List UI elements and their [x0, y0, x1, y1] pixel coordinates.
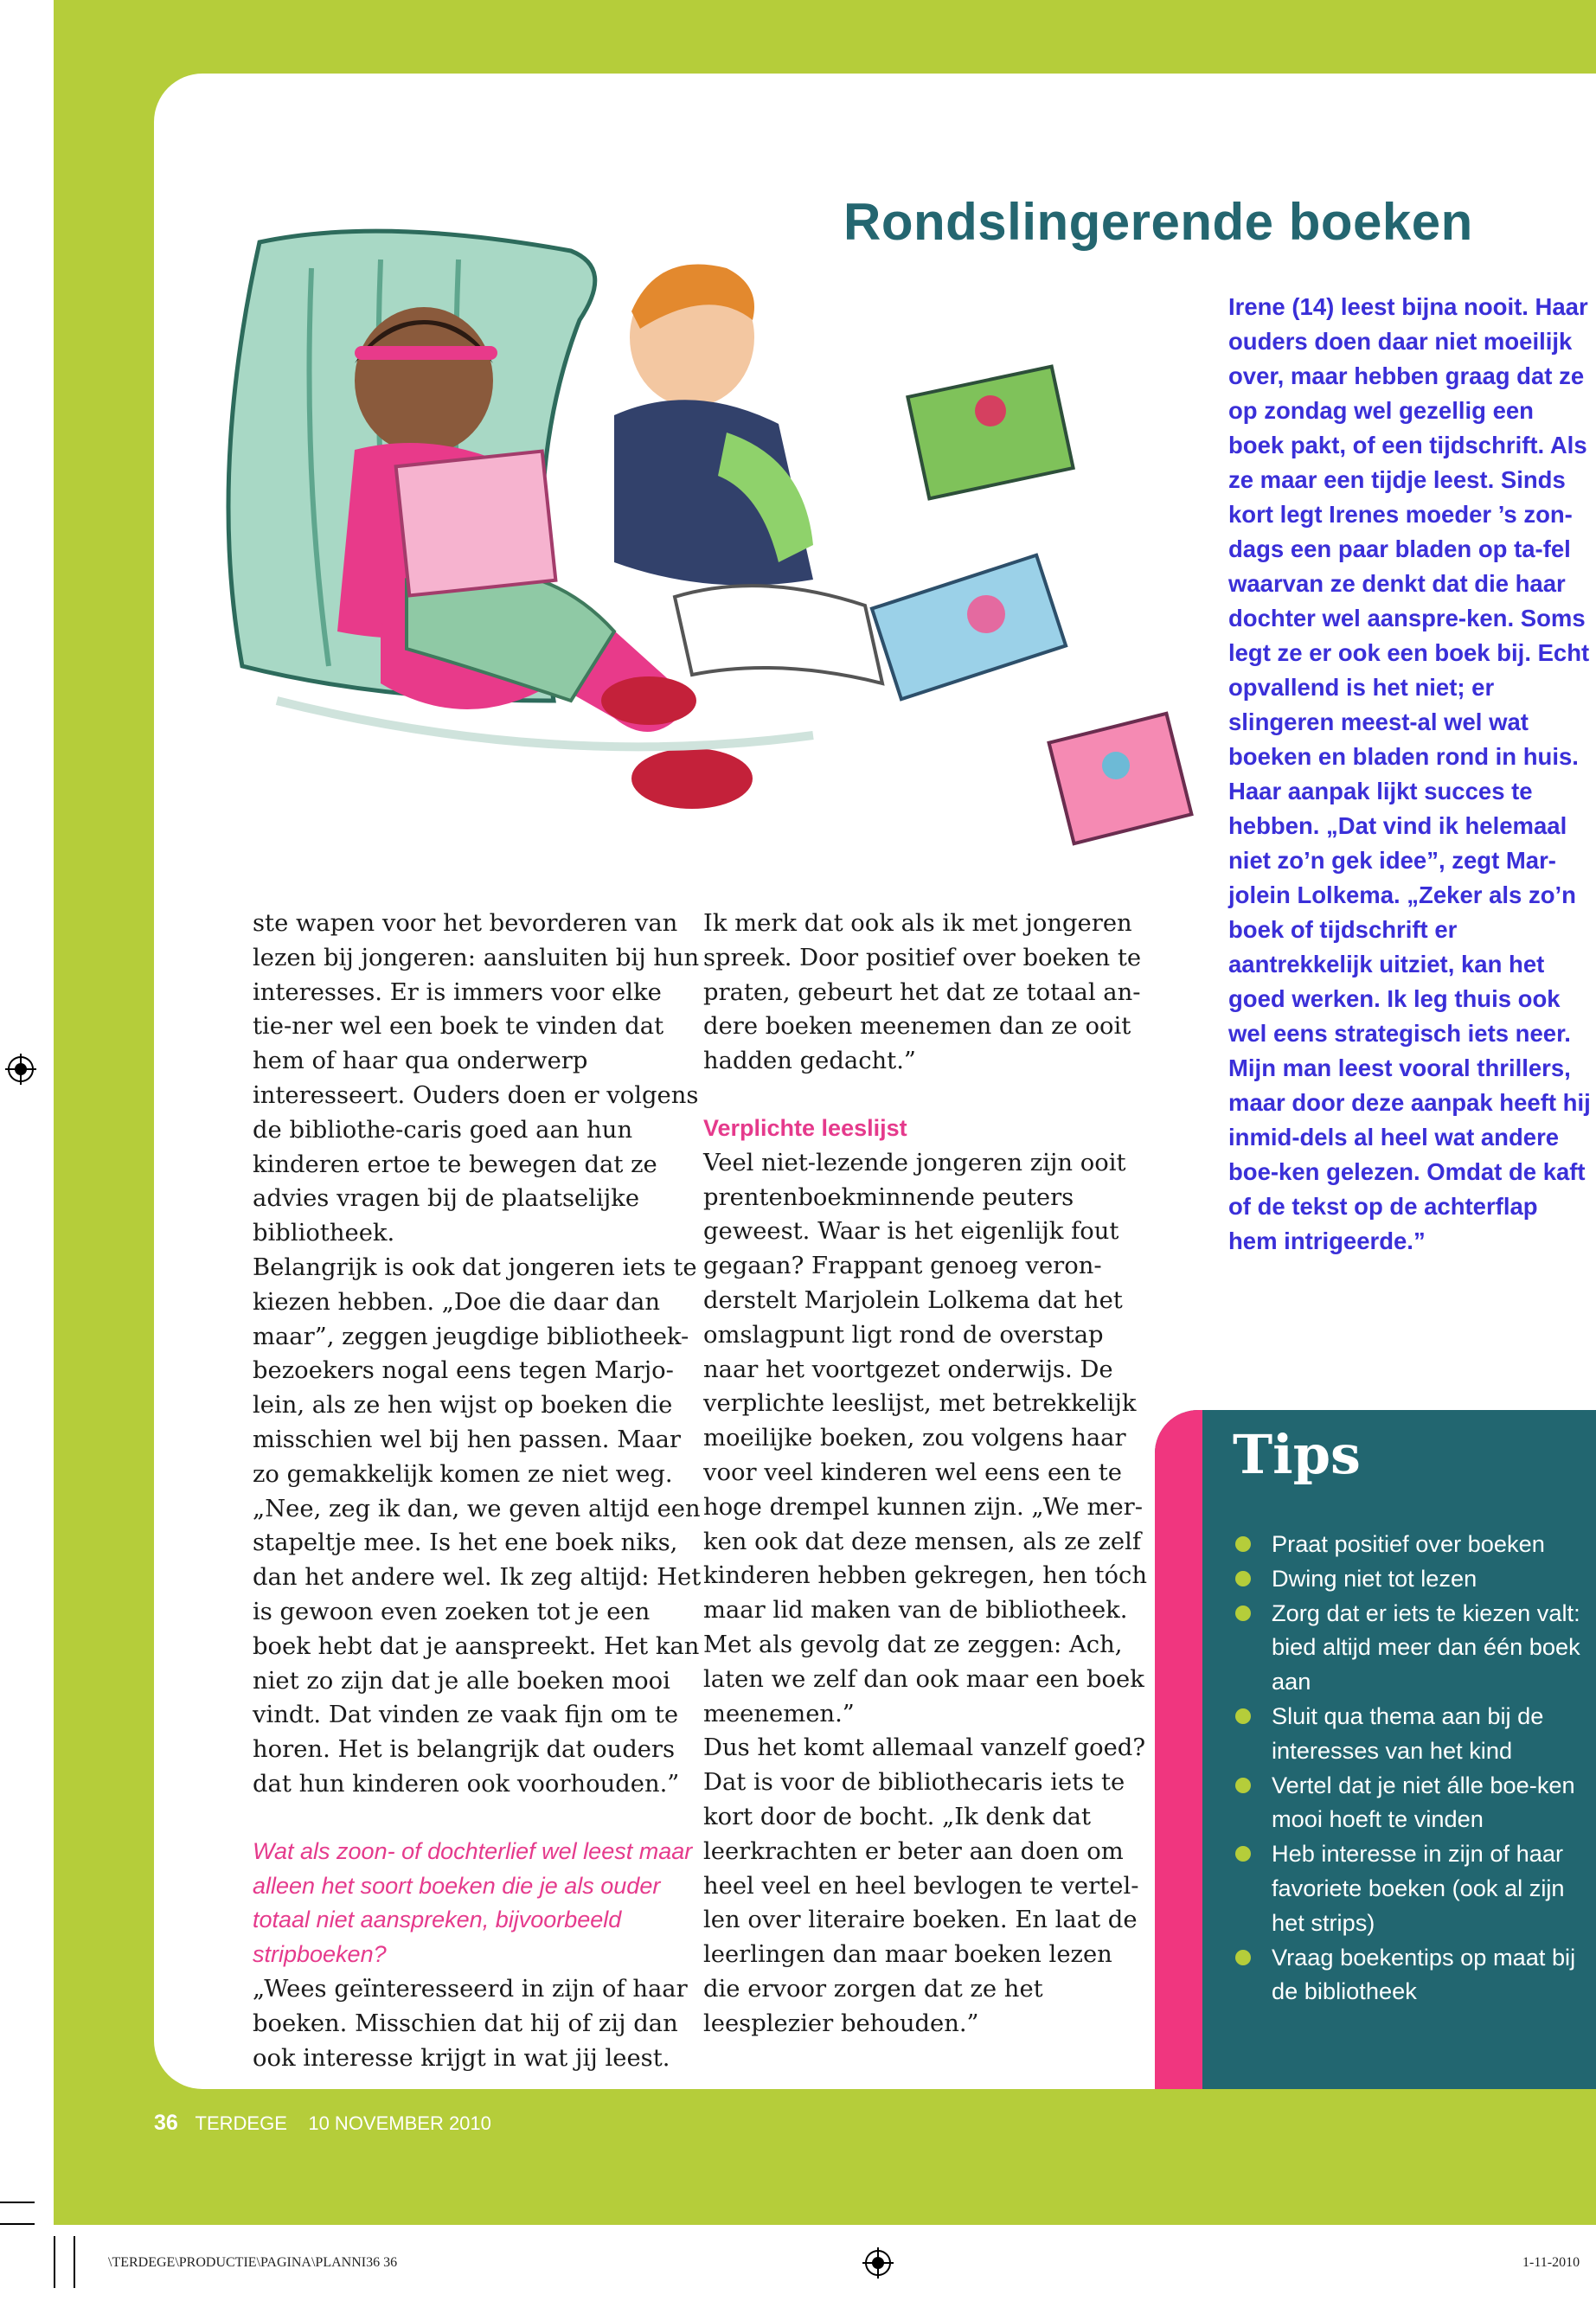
printer-date: 1-11-2010 — [1522, 2255, 1580, 2270]
crop-mark — [0, 2223, 35, 2225]
col2-paragraph: Ik merk dat ook als ik met jongeren spreek. Door positief over boeken te praten, gebeurt het dat ze totaal an-dere boeken meenemen dan ze ooit hadden gedacht.” — [703, 910, 1142, 1075]
open-book — [675, 586, 882, 683]
tip-item: Zorg dat er iets te kiezen valt: bied altijd meer dan één boek aan — [1233, 1596, 1592, 1699]
tips-title: Tips — [1233, 1423, 1361, 1486]
tip-item: Praat positief over boeken — [1233, 1527, 1592, 1561]
intro-text: Irene (14) leest bijna nooit. Haar ouders doen daar niet moeilijk over, maar hebben graag dat ze op zondag wel gezellig een boek pakt, of een tijdschrift. Als ze maar een tijdje leest. Sinds kort legt Irenes moeder ’s zon-dags een paar bladen op ta-fel waarvan ze denkt dat die haar dochter wel aanspre-ken. Soms legt ze er ook een boek bij. Echt opvallend is het niet; er slingeren meest-al wel wat boeken en bladen rond in huis. Haar aanpak lijkt succes te hebben. „Dat vind ik helemaal niet zo’n gek idee”, zegt Mar-jolein Lolkema. „Zeker als zo’n boek of tijdschrift er aantrekkelijk uitziet, kan het goed werken. Ik leg thuis ook wel eens strategisch iets neer. Mijn man leest vooral thrillers, maar door deze aanpak heeft hij inmid-dels al heel wat andere boe-ken gelezen. Omdat de kaft of de tekst op de achterflap hem intrigeerde.” — [1228, 293, 1591, 1254]
crop-mark — [0, 2202, 35, 2203]
tips-accent-bar — [1155, 1410, 1202, 2089]
crop-mark — [74, 2236, 75, 2288]
tips-list — [1233, 1527, 1592, 2009]
girl-head — [355, 307, 493, 454]
reading-children-illustration — [208, 216, 1194, 882]
floating-book-3 — [1049, 714, 1192, 843]
interview-question: Wat als zoon- of dochterlief wel leest maar alleen het soort boeken die je als ouder totaal niet aanspreken, bijvoorbeeld stripboeken? — [253, 1837, 693, 1968]
col2-paragraph: Veel niet-lezende jongeren zijn ooit prentenboekminnende peuters geweest. Waar is het eigenlijk fout gegaan? Frappant genoeg veron-derstelt Marjolein Lolkema dat het omslagpunt ligt rond de overstap naar het voortgezet onderwijs. De verplichte leeslijst, met betrekkelijk moeilijke boeken, zou volgens haar voor veel kinderen wel eens een te hoge drempel kunnen zijn. „We mer-ken ook dat deze mensen, als ze zelf kinderen hebben gekregen, hen tóch maar lid maken van de bibliotheek. Met als gevolg dat ze zeggen: Ach, laten we zelf dan ook maar een boek meenemen.” — [703, 1149, 1147, 1727]
tip-item: Sluit qua thema aan bij de interesses van het kind — [1233, 1699, 1592, 1768]
col1-paragraph: Belangrijk is ook dat jongeren iets te kiezen hebben. „Doe die daar dan maar”, zeggen jeugdige bibliotheek-bezoekers nogal eens tegen Marjo-lein, als ze hen wijst op boeken die misschien wel bij hen passen. Maar zo gemakkelijk komen ze niet weg. „Nee, zeg ik dan, we geven altijd een stapeltje mee. Is het ene boek niks, dan het andere wel. Ik zeg altijd: Het is gewoon even zoeken tot je een boek hebt dat je aanspreekt. Het kan niet zo zijn dat je alle boeken mooi vindt. Dat vinden ze vaak fijn om te horen. Het is belangrijk dat ouders dat hun kinderen ook voorhouden.” — [253, 1253, 702, 1798]
article-column-1 — [253, 907, 702, 2075]
col1-answer: „Wees geïnteresseerd in zijn of haar boeken. Misschien dat hij of zij dan ook interesse krijgt in wat jij leest. — [253, 1975, 688, 2072]
registration-mark-icon — [5, 1054, 36, 1085]
page-folio — [154, 2111, 491, 2136]
col2-paragraph: Dus het komt allemaal vanzelf goed? Dat is voor de bibliothecaris iets te kort door de bocht. „Ik denk dat leerkrachten er beter aan doen om heel veel en heel bevlogen te vertel-len over literaire boeken. En laat de leerlingen dan maar boeken lezen die ervoor zorgen dat ze het leesplezier behouden.” — [703, 1734, 1146, 2037]
tip-item: Vertel dat je niet álle boe-ken mooi hoeft te vinden — [1233, 1768, 1592, 1837]
girl-magazine — [396, 452, 556, 596]
article-column-2 — [703, 907, 1153, 2041]
article-title: Rondslingerende boeken — [843, 193, 1473, 251]
floating-book-2 — [872, 555, 1066, 699]
tip-item: Vraag boekentips op maat bij de bibliotheek — [1233, 1940, 1592, 2009]
tip-item: Dwing niet tot lezen — [1233, 1561, 1592, 1596]
magazine-name: TERDEGE — [195, 2112, 287, 2134]
issue-date: 10 NOVEMBER 2010 — [308, 2112, 491, 2134]
printer-path: \TERDEGE\PRODUCTIE\PAGINA\PLANNI36 36 — [108, 2255, 398, 2270]
crop-mark — [54, 2236, 55, 2288]
tip-item: Heb interesse in zijn of haar favoriete boeken (ook al zijn het strips) — [1233, 1836, 1592, 1939]
col1-paragraph: ste wapen voor het bevorderen van lezen bij jongeren: aansluiten bij hun interesses. Er is immers voor elke tie-ner wel een boek te vinden dat hem of haar qua onderwerp interesseert. Ouders doen er volgens de bibliothe-caris goed aan hun kinderen ertoe te bewegen dat ze advies vragen bij de plaatselijke bibliotheek. — [253, 910, 700, 1247]
registration-mark-icon — [862, 2247, 894, 2279]
page-number: 36 — [154, 2111, 178, 2135]
floating-book-1 — [907, 367, 1073, 499]
subheading: Verplichte leeslijst — [703, 1114, 907, 1141]
